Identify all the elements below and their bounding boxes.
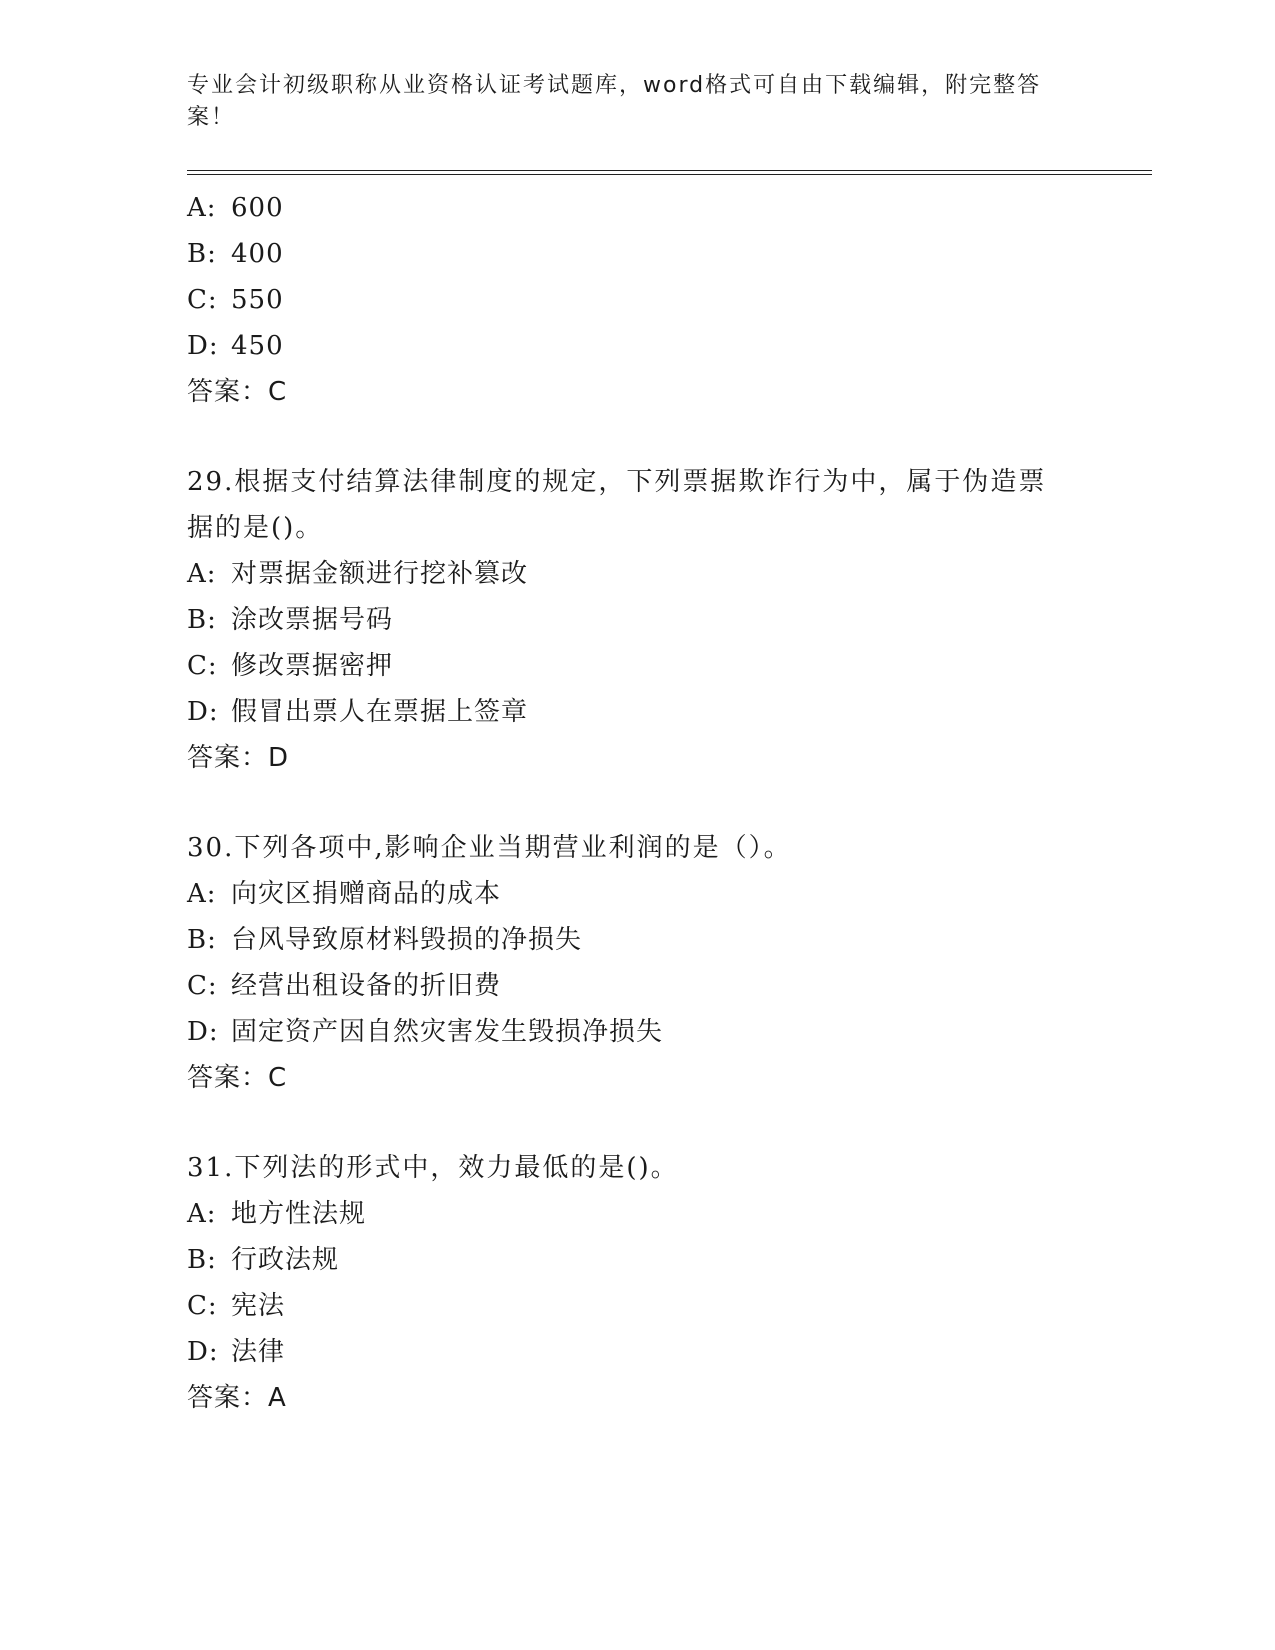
option-letter: D: bbox=[187, 1337, 219, 1367]
answer-line: 答案：C bbox=[187, 1063, 288, 1093]
option-letter: D: bbox=[187, 331, 219, 361]
document-page bbox=[187, 70, 1152, 1421]
option-text: 法律 bbox=[231, 1337, 286, 1367]
answer-line: 答案：C bbox=[187, 377, 288, 407]
option-letter: C: bbox=[187, 971, 218, 1001]
option-text: 向灾区捐赠商品的成本 bbox=[231, 879, 502, 909]
option-letter: C: bbox=[187, 1291, 218, 1321]
option-letter: D: bbox=[187, 1017, 219, 1047]
question-text: 30.下列各项中,影响企业当期营业利润的是（）。 bbox=[187, 833, 792, 863]
option-letter: A: bbox=[187, 879, 217, 909]
option-letter: C: bbox=[187, 651, 218, 681]
option-a bbox=[187, 185, 1152, 231]
option-letter: B: bbox=[187, 239, 217, 269]
option-letter: D: bbox=[187, 697, 219, 727]
option-text: 涂改票据号码 bbox=[231, 605, 394, 635]
option-text: 经营出租设备的折旧费 bbox=[231, 971, 502, 1001]
option-d bbox=[187, 323, 1152, 369]
option-c bbox=[187, 1283, 1152, 1329]
option-b bbox=[187, 231, 1152, 277]
option-letter: B: bbox=[187, 925, 217, 955]
question-31 bbox=[187, 1145, 1152, 1421]
option-text: 固定资产因自然灾害发生毁损净损失 bbox=[231, 1017, 664, 1047]
option-a bbox=[187, 871, 1152, 917]
question-30 bbox=[187, 825, 1152, 1101]
answer-line: 答案：D bbox=[187, 743, 290, 773]
answer-line: 答案：A bbox=[187, 1383, 287, 1413]
option-text: 台风导致原材料毁损的净损失 bbox=[231, 925, 583, 955]
option-a bbox=[187, 551, 1152, 597]
question-text: 31.下列法的形式中，效力最低的是()。 bbox=[187, 1153, 679, 1183]
option-b bbox=[187, 917, 1152, 963]
question-29 bbox=[187, 459, 1152, 781]
option-a bbox=[187, 1191, 1152, 1237]
option-text: 行政法规 bbox=[231, 1245, 340, 1275]
option-text: 对票据金额进行挖补篡改 bbox=[231, 559, 529, 589]
option-b bbox=[187, 597, 1152, 643]
option-text: 600 bbox=[231, 193, 284, 223]
option-text: 400 bbox=[231, 239, 284, 269]
option-c bbox=[187, 643, 1152, 689]
option-text: 修改票据密押 bbox=[231, 651, 394, 681]
option-letter: A: bbox=[187, 193, 217, 223]
option-text: 450 bbox=[231, 331, 284, 361]
option-letter: A: bbox=[187, 559, 217, 589]
question-text: 29.根据支付结算法律制度的规定，下列票据欺诈行为中，属于伪造票据的是()。 bbox=[187, 467, 1047, 543]
document-header: 专业会计初级职称从业资格认证考试题库，word格式可自由下载编辑，附完整答案！ bbox=[187, 73, 1042, 130]
option-c bbox=[187, 963, 1152, 1009]
question-28-continuation bbox=[187, 185, 1152, 415]
option-letter: C: bbox=[187, 285, 218, 315]
option-text: 地方性法规 bbox=[231, 1199, 367, 1229]
option-letter: B: bbox=[187, 605, 217, 635]
option-letter: B: bbox=[187, 1245, 217, 1275]
option-b bbox=[187, 1237, 1152, 1283]
option-c bbox=[187, 277, 1152, 323]
option-d bbox=[187, 1329, 1152, 1375]
option-letter: A: bbox=[187, 1199, 217, 1229]
option-d bbox=[187, 689, 1152, 735]
option-text: 宪法 bbox=[231, 1291, 286, 1321]
header-double-rule bbox=[187, 170, 1152, 175]
option-d bbox=[187, 1009, 1152, 1055]
option-text: 假冒出票人在票据上签章 bbox=[231, 697, 529, 727]
option-text: 550 bbox=[231, 285, 284, 315]
